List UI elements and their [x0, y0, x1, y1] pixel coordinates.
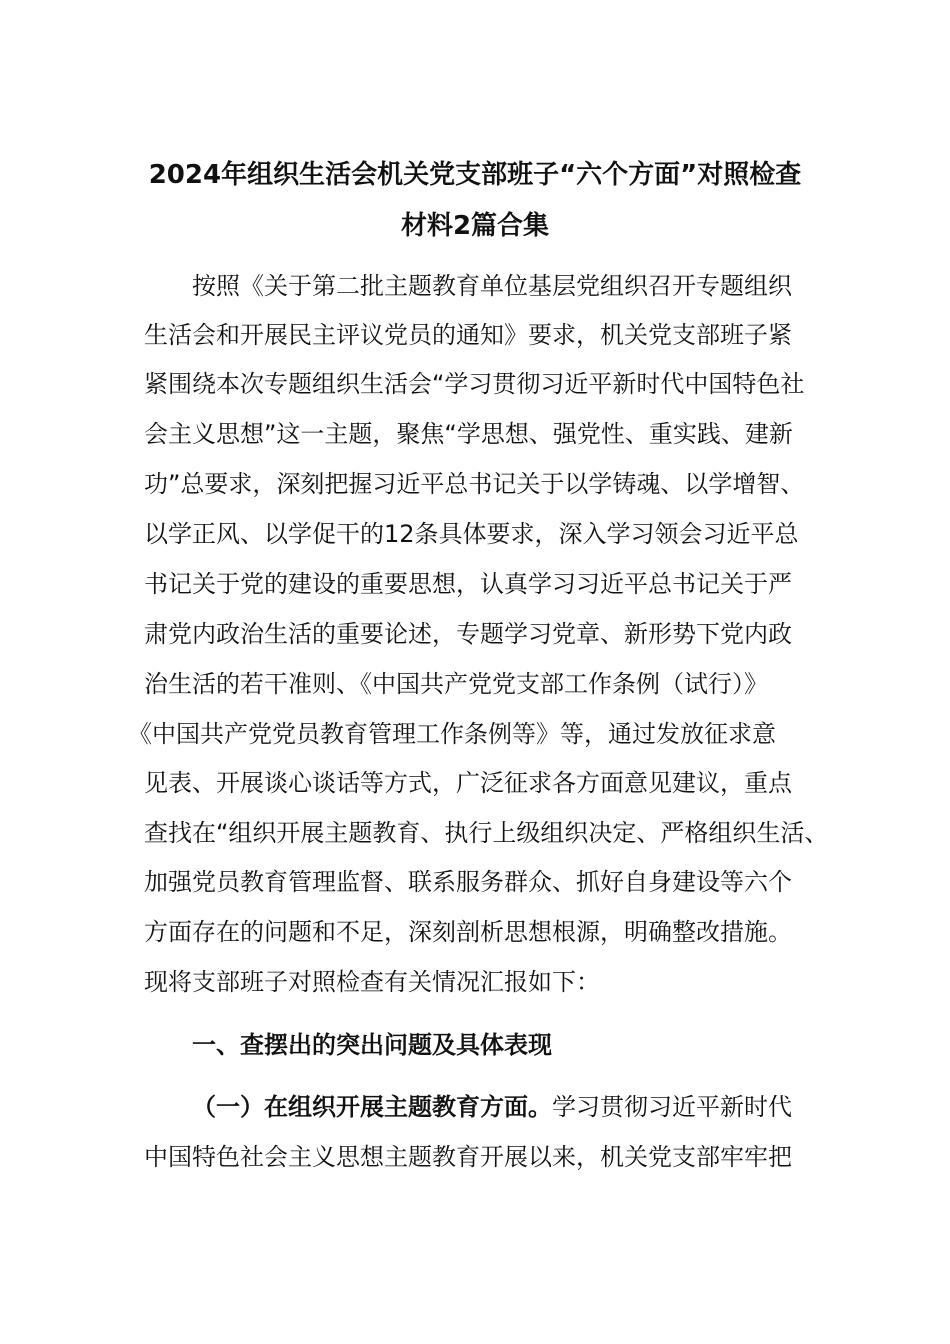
intro-line: 治生活的若干准则、《中国共产党党支部工作条例（试行）》 — [144, 670, 768, 698]
subsection-text: 学习贯彻习近平新时代 — [552, 1093, 792, 1121]
intro-line: 功”总要求，深刻把握习近平总书记关于以学铸魂、以学增智、 — [144, 470, 805, 498]
intro-line: 紧围绕本次专题组织生活会“学习贯彻习近平新时代中国特色社 — [144, 370, 805, 398]
intro-line: 方面存在的问题和不足，深刻剖析思想根源，明确整改措施。 — [144, 918, 792, 946]
intro-line: 书记关于党的建设的重要思想，认真学习习近平总书记关于严 — [144, 570, 792, 598]
subsection-paragraph-line — [192, 1089, 792, 1125]
intro-line: 会主义思想”这一主题，聚焦“学思想、强党性、重实践、建新 — [144, 420, 793, 448]
intro-line: 加强党员教育管理监督、联系服务群众、抓好自身建设等六个 — [144, 868, 792, 896]
intro-line: 生活会和开展民主评议党员的通知》要求，机关党支部班子紧 — [144, 321, 792, 349]
subsection-paragraph-line: 中国特色社会主义思想主题教育开展以来，机关党支部牢牢把 — [144, 1143, 792, 1171]
intro-line: 见表、开展谈心谈话等方式，广泛征求各方面意见建议，重点 — [144, 769, 792, 797]
intro-line: 查找在“组织开展主题教育、执行上级组织决定、严格组织生活、 — [144, 819, 829, 847]
intro-line: 按照《关于第二批主题教育单位基层党组织召开专题组织 — [192, 272, 792, 300]
intro-line: 现将支部班子对照检查有关情况汇报如下： — [144, 968, 600, 996]
subsection-heading: （一）在组织开展主题教育方面。 — [192, 1093, 552, 1121]
document-title-line-1: 2024年组织生活会机关党支部班子“六个方面”对照检查 — [148, 160, 802, 190]
section-heading: 一、查摆出的突出问题及具体表现 — [192, 1031, 552, 1059]
intro-line: 《中国共产党党员教育管理工作条例等》等，通过发放征求意 — [128, 720, 776, 748]
intro-line: 肃党内政治生活的重要论述，专题学习党章、新形势下党内政 — [144, 620, 792, 648]
intro-line: 以学正风、以学促干的12条具体要求，深入学习领会习近平总 — [144, 520, 799, 548]
document-title-line-2: 材料2篇合集 — [400, 211, 550, 241]
